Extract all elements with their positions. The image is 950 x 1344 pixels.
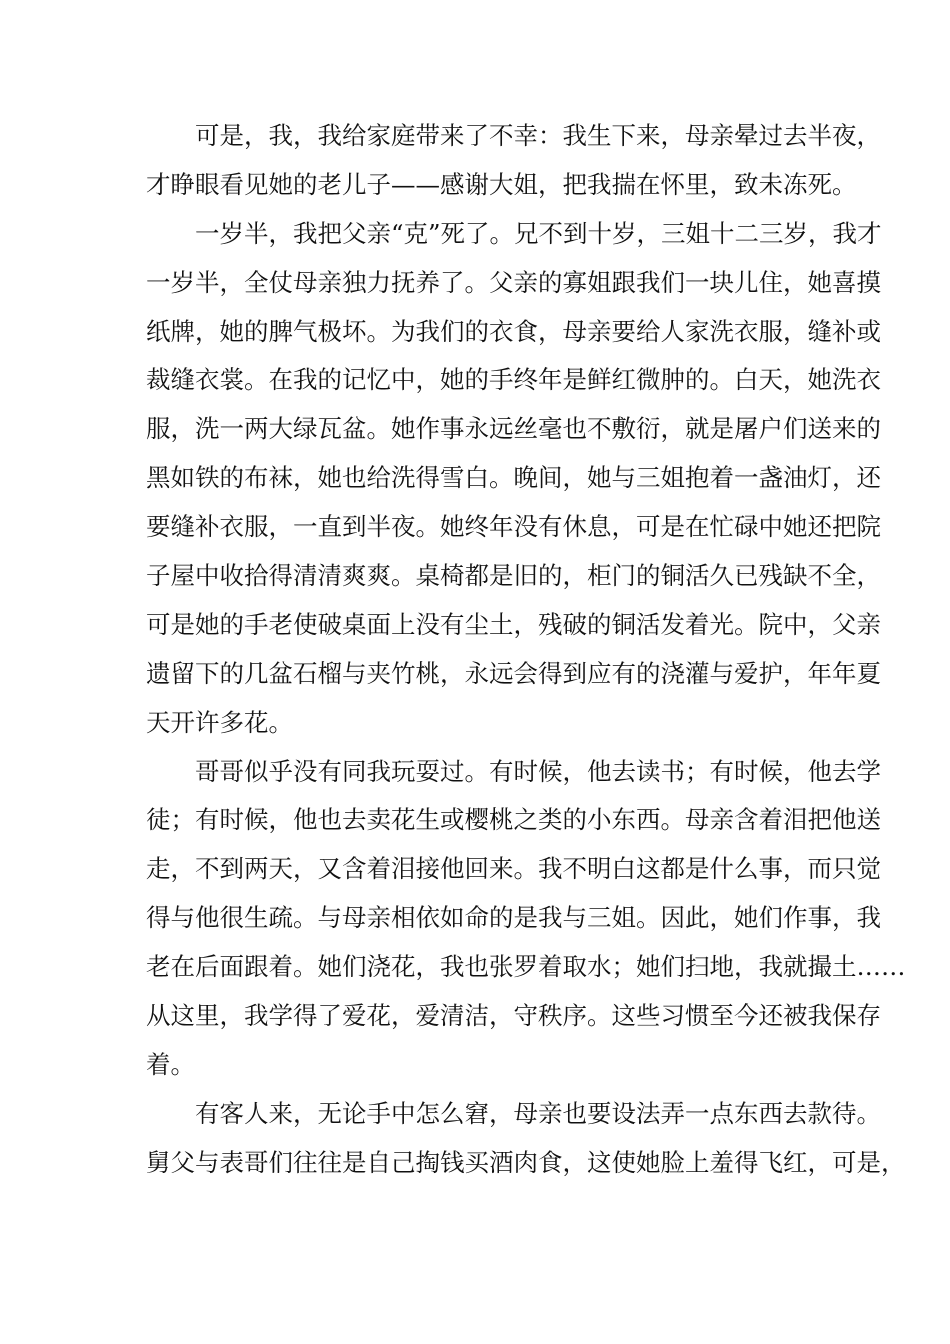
text-line: 可是她的手老使破桌面上没有尘土，残破的铜活发着光。院中，父亲	[146, 609, 881, 639]
body-text	[146, 112, 906, 1188]
text-line: 子屋中收拾得清清爽爽。桌椅都是旧的，柜门的铜活久已残缺不全，	[146, 561, 881, 591]
text-line: 从这里，我学得了爱花，爱清洁，守秩序。这些习惯至今还被我保存	[146, 1001, 881, 1031]
text-line: 要缝补衣服，一直到半夜。她终年没有休息，可是在忙碌中她还把院	[146, 512, 881, 542]
text-line: 一岁半，我把父亲“克”死了。兄不到十岁，三姐十二三岁，我才	[195, 218, 882, 248]
paragraph-3	[146, 748, 906, 1090]
text-line: 得与他很生疏。与母亲相依如命的是我与三姐。因此，她们作事，我	[146, 903, 881, 933]
text-line: 裁缝衣裳。在我的记忆中，她的手终年是鲜红微肿的。白天，她洗衣	[146, 365, 881, 395]
text-line: 服，洗一两大绿瓦盆。她作事永远丝毫也不敷衍，就是屠户们送来的	[146, 414, 881, 444]
text-line: 走，不到两天，又含着泪接他回来。我不明白这都是什么事，而只觉	[146, 854, 881, 884]
text-line: 才睁眼看见她的老儿子——感谢大姐，把我揣在怀里，致未冻死。	[146, 169, 857, 199]
paragraph-1	[146, 112, 881, 210]
text-line: 有客人来，无论手中怎么窘，母亲也要设法弄一点东西去款待。	[195, 1098, 881, 1128]
text-line: 遗留下的几盆石榴与夹竹桃，永远会得到应有的浇灌与爱护，年年夏	[146, 658, 881, 688]
text-line: 着。	[146, 1049, 195, 1079]
paragraph-4	[146, 1090, 906, 1188]
text-line: 老在后面跟着。她们浇花，我也张罗着取水；她们扫地，我就撮土……	[146, 952, 906, 982]
paragraph-2	[146, 210, 882, 748]
text-line: 舅父与表哥们往往是自己掏钱买酒肉食，这使她脸上羞得飞红，可是，	[146, 1147, 906, 1177]
text-line: 一岁半，全仗母亲独力抚养了。父亲的寡姐跟我们一块儿住，她喜摸	[146, 267, 881, 297]
text-line: 可是，我，我给家庭带来了不幸：我生下来，母亲晕过去半夜，	[195, 121, 881, 150]
text-line: 纸牌，她的脾气极坏。为我们的衣食，母亲要给人家洗衣服，缝补或	[146, 316, 881, 346]
text-line: 天开许多花。	[146, 707, 293, 737]
text-line: 黑如铁的布袜，她也给洗得雪白。晚间，她与三姐抱着一盏油灯，还	[146, 463, 881, 493]
text-line: 哥哥似乎没有同我玩耍过。有时候，他去读书；有时候，他去学	[195, 756, 881, 786]
text-line: 徒；有时候，他也去卖花生或樱桃之类的小东西。母亲含着泪把他送	[146, 805, 881, 835]
